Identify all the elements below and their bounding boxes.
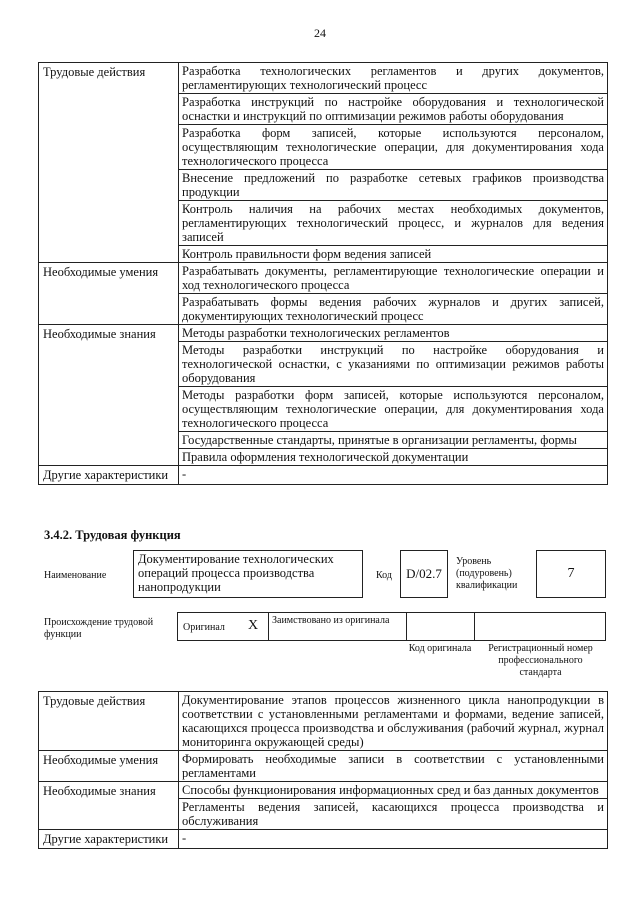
reg-number-caption: Регистрационный номер профессионального стандарта <box>488 643 593 678</box>
list-item: Методы разработки инструкций по настройке оборудования и технологической оснастки, с указаниями по оптимизации режимов работы оборудования <box>179 342 608 387</box>
table-row <box>39 466 608 485</box>
reg-number-cell <box>474 613 605 640</box>
list-item: - <box>179 466 608 485</box>
page-number: 24 <box>314 26 326 40</box>
table-row <box>39 692 608 751</box>
labor-function-table-1 <box>38 62 608 485</box>
row-label-required-knowledge: Необходимые знания <box>39 325 179 466</box>
list-item: Разработка технологических регламентов и других документов, регламентирующих технологический процесс <box>179 63 608 94</box>
section-title: 3.4.2. Трудовая функция <box>44 528 181 542</box>
table-row <box>39 751 608 782</box>
borrowed-label: Заимствовано из оригинала <box>272 615 390 626</box>
original-label: Оригинал <box>183 622 225 633</box>
labor-function-table-2 <box>38 691 608 849</box>
code-label: Код <box>376 570 392 581</box>
list-item: Разрабатывать формы ведения рабочих журналов и других записей, документирующих технологический процесс <box>179 294 608 325</box>
table-row <box>39 830 608 849</box>
list-item: Регламенты ведения записей, касающихся процесса производства и обслуживания <box>179 799 608 830</box>
list-item: Правила оформления технологической документации <box>179 449 608 466</box>
origin-label: Происхождение трудовой функции <box>44 617 154 640</box>
name-label: Наименование <box>44 570 107 581</box>
list-item: Государственные стандарты, принятые в организации регламенты, формы <box>179 432 608 449</box>
table-row <box>39 325 608 342</box>
origin-strip <box>177 612 606 641</box>
list-item: Разработка форм записей, которые используются персоналом, осуществляющим технологические операции, для документирования хода технологического процесса <box>179 125 608 170</box>
row-label-required-skills: Необходимые умения <box>39 263 179 325</box>
borrowed-cell <box>268 613 407 640</box>
row-label-labor-actions: Трудовые действия <box>39 63 179 263</box>
row-label-required-skills: Необходимые умения <box>39 751 179 782</box>
table-row <box>39 782 608 799</box>
list-item: Контроль правильности форм ведения записей <box>179 246 608 263</box>
list-item: - <box>179 830 608 849</box>
original-mark: X <box>248 618 259 633</box>
list-item: Способы функционирования информационных сред и баз данных документов <box>179 782 608 799</box>
list-item: Разработка инструкций по настройке оборудования и технологической оснастки и инструкций по оптимизации режимов работы оборудования <box>179 94 608 125</box>
table-row <box>39 63 608 94</box>
row-label-labor-actions: Трудовые действия <box>39 692 179 751</box>
row-label-other-characteristics: Другие характеристики <box>39 830 179 849</box>
function-code-box: D/02.7 <box>400 550 448 598</box>
list-item: Разрабатывать документы, регламентирующие технологические операции и ход технологического процесса <box>179 263 608 294</box>
code-original-cell <box>406 613 475 640</box>
list-item: Внесение предложений по разработке сетевых графиков производства продукции <box>179 170 608 201</box>
level-box: 7 <box>536 550 606 598</box>
table-row <box>39 263 608 294</box>
list-item: Документирование этапов процессов жизненного цикла нанопродукции в соответствии с установленными регламентами и формами, ведение записей, касающихся процесса производства и обслуживания (рабочий журнал, журнал мониторинга окружающей среды) <box>179 692 608 751</box>
list-item: Контроль наличия на рабочих местах необходимых документов, регламентирующих технологический процесс, и журналов для ведения записей <box>179 201 608 246</box>
list-item: Методы разработки технологических регламентов <box>179 325 608 342</box>
list-item: Методы разработки форм записей, которые используются персоналом, осуществляющим технологические операции, для документирования хода технологического процесса <box>179 387 608 432</box>
list-item: Формировать необходимые записи в соответствии с установленными регламентами <box>179 751 608 782</box>
row-label-other-characteristics: Другие характеристики <box>39 466 179 485</box>
level-label: Уровень (подуровень) квалификации <box>456 556 518 591</box>
code-original-caption: Код оригинала <box>408 643 472 654</box>
original-cell <box>178 613 269 640</box>
row-label-required-knowledge: Необходимые знания <box>39 782 179 830</box>
function-name-box: Документирование технологических операций процесса производства нанопродукции <box>133 550 363 598</box>
